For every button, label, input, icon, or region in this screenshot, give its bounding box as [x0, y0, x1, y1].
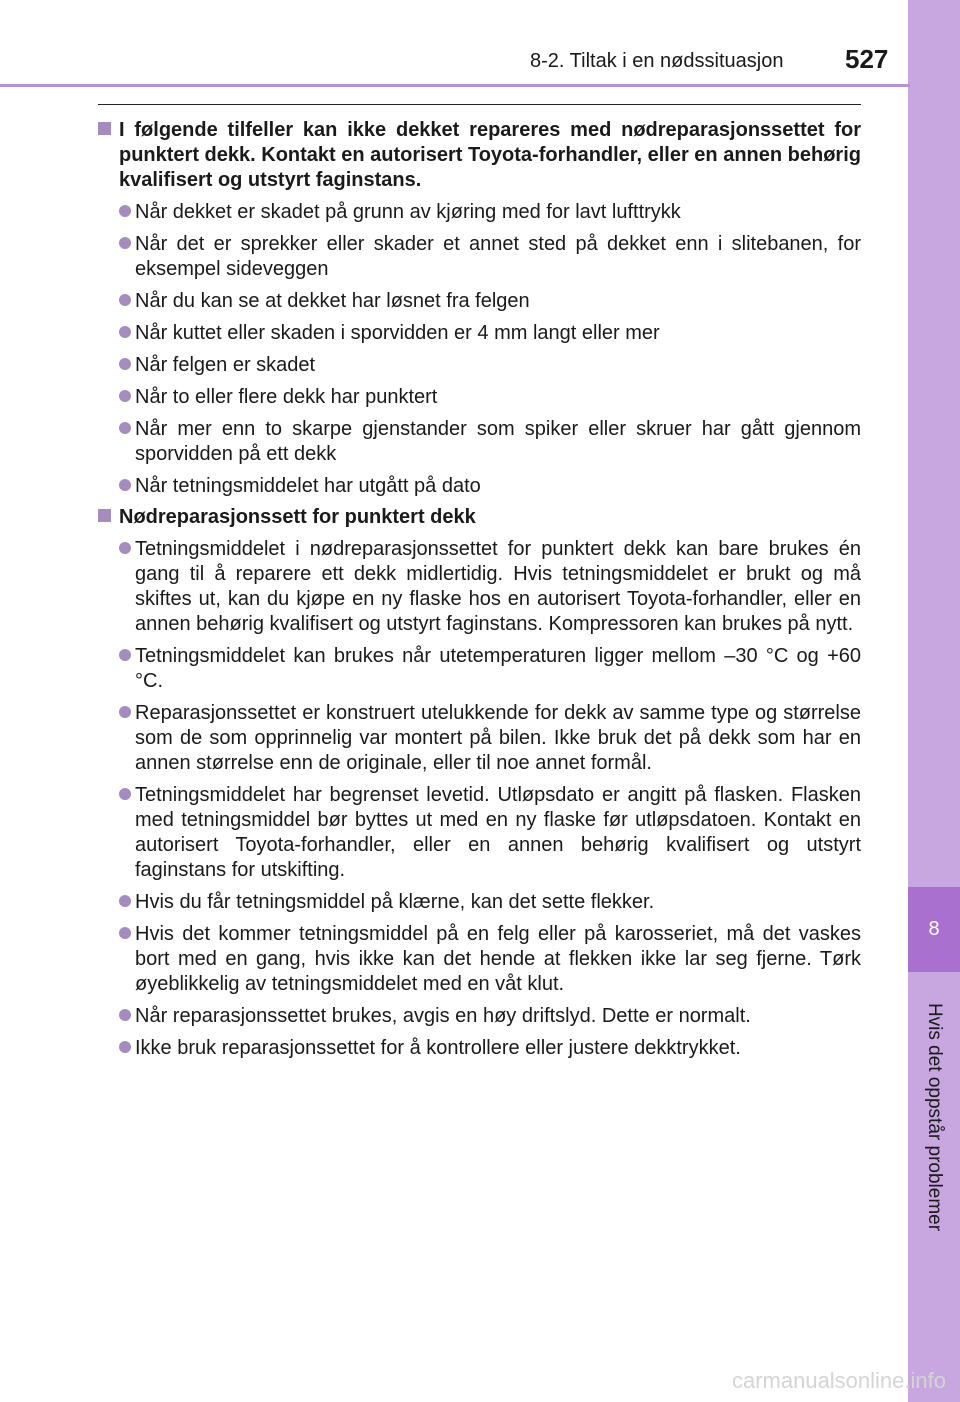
round-bullet-icon	[119, 649, 131, 661]
list-item: Tetningsmiddelet kan brukes når utetemperaturen ligger mellom –30 °C og +60 °C.	[119, 644, 861, 694]
round-bullet-icon	[119, 326, 131, 338]
main-content	[98, 118, 861, 1067]
watermark: carmanualsonline.info	[731, 1368, 946, 1393]
list-item: Reparasjonssettet er konstruert utelukkende for dekk av samme type og størrelse som de som opprinnelig var montert på bilen. Ikke bruk det på dekk som har en annen størrelse enn de originale, eller til noe annet formål.	[119, 701, 861, 776]
round-bullet-icon	[119, 1041, 131, 1053]
list-item: Hvis du får tetningsmiddel på klærne, kan det sette flekker.	[119, 890, 861, 915]
chapter-title-vertical: Hvis det oppstår problemer	[924, 1002, 945, 1232]
round-bullet-icon	[119, 390, 131, 402]
list-item: Når du kan se at dekket har løsnet fra felgen	[119, 289, 861, 314]
square-bullet-icon	[98, 509, 111, 522]
chapter-number-badge: 8	[908, 887, 960, 972]
round-bullet-icon	[119, 542, 131, 554]
list-item: Når reparasjonssettet brukes, avgis en høy driftslyd. Dette er normalt.	[119, 1004, 861, 1029]
list-item: Når det er sprekker eller skader et annet sted på dekket enn i slitebanen, for eksempel sideveggen	[119, 232, 861, 282]
list-item: Tetningsmiddelet i nødreparasjonssettet for punktert dekk kan bare brukes én gang til å reparere ett dekk midlertidig. Hvis tetningsmiddelet er brukt og må skiftes ut, kan du kjøpe en ny flaske hos en autorisert Toyota-forhandler, eller en annen behørig kvalifisert og utstyrt faginstans. Kompressoren kan brukes på nytt.	[119, 537, 861, 637]
round-bullet-icon	[119, 1009, 131, 1021]
section-heading: 8-2. Tiltak i en nødssituasjon	[530, 50, 784, 72]
round-bullet-icon	[119, 205, 131, 217]
list-item: Når kuttet eller skaden i sporvidden er 4 mm langt eller mer	[119, 321, 861, 346]
section-title: Nødreparasjonssett for punktert dekk	[119, 506, 476, 528]
section-title: I følgende tilfeller kan ikke dekket repareres med nødreparasjonssettet for punktert dekk. Kontakt en autorisert Toyota-forhandler, eller en annen behørig kvalifisert og utstyrt faginstans.	[119, 119, 861, 191]
bullet-list	[119, 537, 861, 1061]
list-item: Ikke bruk reparasjonssettet for å kontrollere eller justere dekktrykket.	[119, 1036, 861, 1061]
round-bullet-icon	[119, 358, 131, 370]
round-bullet-icon	[119, 788, 131, 800]
round-bullet-icon	[119, 927, 131, 939]
list-item: Når tetningsmiddelet har utgått på dato	[119, 474, 861, 499]
round-bullet-icon	[119, 479, 131, 491]
list-item: Hvis det kommer tetningsmiddel på en felg eller på karosseriet, må det vaskes bort med en gang, hvis ikke kan det hende at flekken ikke lar seg fjerne. Tørk øyeblikkelig av tetningsmiddelet med en våt klut.	[119, 922, 861, 997]
round-bullet-icon	[119, 706, 131, 718]
round-bullet-icon	[119, 895, 131, 907]
list-item: Når dekket er skadet på grunn av kjøring med for lavt lufttrykk	[119, 200, 861, 225]
section-repair-limitations	[98, 118, 861, 499]
list-item: Tetningsmiddelet har begrenset levetid. Utløpsdato er angitt på flasken. Flasken med tetningsmiddel bør byttes ut med en ny flaske før utløpsdatoen. Kontakt en autorisert Toyota-forhandler, eller en annen behørig kvalifisert og utstyrt faginstans for utskifting.	[119, 783, 861, 883]
round-bullet-icon	[119, 294, 131, 306]
square-bullet-icon	[98, 122, 111, 135]
section-repair-kit	[98, 505, 861, 1061]
list-item: Når to eller flere dekk har punktert	[119, 385, 861, 410]
page-number: 527	[845, 44, 889, 74]
round-bullet-icon	[119, 422, 131, 434]
header-divider	[0, 84, 910, 87]
content-divider	[98, 104, 861, 105]
bullet-list	[119, 200, 861, 499]
list-item: Når felgen er skadet	[119, 353, 861, 378]
list-item: Når mer enn to skarpe gjenstander som spiker eller skruer har gått gjennom sporvidden på ett dekk	[119, 417, 861, 467]
round-bullet-icon	[119, 237, 131, 249]
